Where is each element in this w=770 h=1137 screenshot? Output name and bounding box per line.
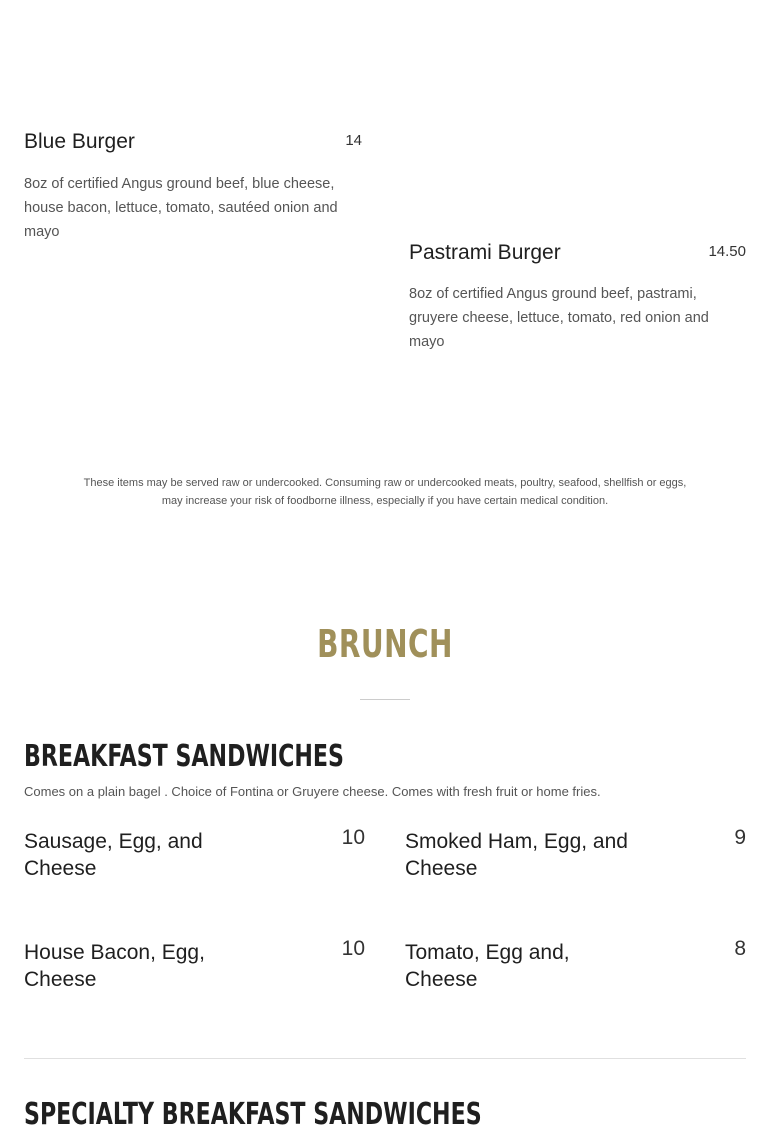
item-name: Tomato, Egg and, Cheese: [405, 941, 570, 991]
item-description: 8oz of certified Angus ground beef, pastrami, gruyere cheese, lettuce, tomato, red onion and mayo: [409, 286, 709, 350]
item-price: 10: [341, 937, 365, 960]
item-name: Smoked Ham, Egg, and Cheese: [405, 830, 628, 880]
category-title: BREAKFAST SANDWICHES: [24, 739, 344, 774]
item-name: Pastrami Burger: [409, 241, 561, 264]
section-divider: [360, 699, 410, 700]
category-note: Comes on a plain bagel . Choice of Fontina or Gruyere cheese. Comes with fresh fruit or home fries.: [24, 784, 601, 799]
item-name: House Bacon, Egg, Cheese: [24, 941, 205, 991]
item-price: 9: [734, 826, 746, 849]
food-safety-disclaimer: These items may be served raw or undercooked. Consuming raw or undercooked meats, poultry, seafood, shellfish or eggs, may increase your risk of foodborne illness, especially if you have certain medical condition.: [83, 477, 687, 507]
item-price: 10: [341, 826, 365, 849]
item-price: 8: [734, 937, 746, 960]
item-price: 14.50: [708, 243, 746, 260]
item-description: 8oz of certified Angus ground beef, blue cheese, house bacon, lettuce, tomato, sautéed onion and mayo: [24, 176, 338, 240]
section-title: BRUNCH: [317, 622, 453, 666]
item-name: Blue Burger: [24, 130, 135, 153]
item-price: 14: [345, 132, 362, 149]
category-title: SPECIALTY BREAKFAST SANDWICHES: [24, 1097, 482, 1132]
item-name: Sausage, Egg, and Cheese: [24, 830, 203, 880]
section-separator: [24, 1058, 746, 1059]
